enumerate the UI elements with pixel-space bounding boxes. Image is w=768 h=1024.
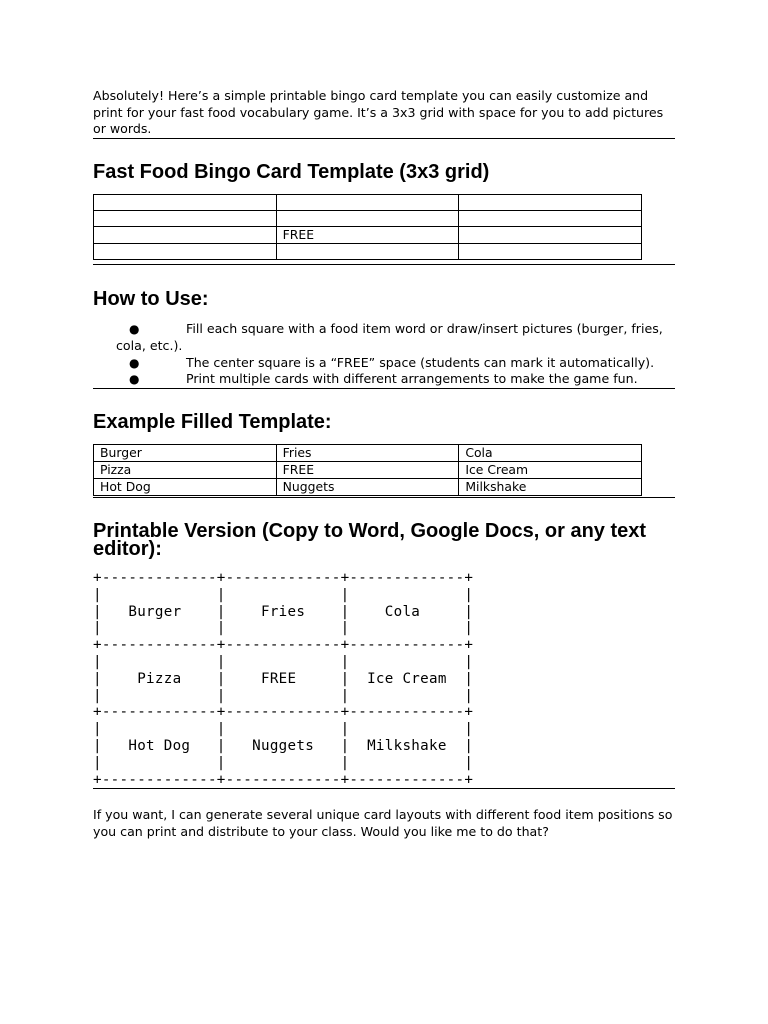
bullet-icon: ● — [129, 322, 140, 336]
divider — [93, 138, 675, 139]
table-cell — [459, 227, 642, 244]
table-cell — [94, 211, 277, 227]
list-item — [93, 371, 677, 388]
table-cell — [276, 195, 459, 211]
table-row — [94, 479, 642, 496]
list-item-text: The center square is a “FREE” space (students can mark it automatically). — [186, 354, 655, 370]
table-row — [94, 445, 642, 462]
table-cell — [276, 211, 459, 227]
table-cell — [94, 244, 277, 260]
list-item — [93, 321, 677, 355]
how-to-use-list — [93, 321, 677, 388]
table-cell — [94, 227, 277, 244]
list-item — [93, 355, 677, 372]
table-cell: FREE — [276, 227, 459, 244]
example-heading: Example Filled Template: — [93, 411, 332, 433]
divider — [93, 497, 675, 498]
table-cell: Ice Cream — [459, 462, 642, 479]
table-row — [94, 211, 642, 227]
divider — [93, 788, 675, 789]
example-bingo-table — [93, 444, 642, 496]
table-cell — [459, 244, 642, 260]
table-cell: FREE — [276, 462, 459, 479]
table-cell: Hot Dog — [94, 479, 277, 496]
table-cell — [459, 195, 642, 211]
list-item-text: Fill each square with a food item word or draw/insert pictures (burger, fries, cola, etc.). — [116, 321, 663, 353]
table-row — [94, 195, 642, 211]
table-cell: Pizza — [94, 462, 277, 479]
bullet-icon: ● — [129, 355, 140, 370]
intro-paragraph: Absolutely! Here’s a simple printable bingo card template you can easily customize and print for your fast food vocabulary game. It’s a 3x3 grid with space for you to add pictures or words. — [93, 88, 664, 137]
table-cell — [459, 211, 642, 227]
closing-paragraph: If you want, I can generate several unique card layouts with different food item positions so you can print and distribute to your class. Would you like me to do that? — [93, 807, 673, 839]
ascii-bingo-card: +-------------+-------------+-------------+ | | | | | Burger | Fries | Cola | | | | | +-------------+-------------+-------------+ | | | | | Pizza | FREE | Ice Cream | | | | | +-------------+-------------+-------------+ | | | | | Hot Dog | Nuggets | Milkshake | | | | | +-------------+-------------+-------------+ — [93, 570, 474, 788]
table-cell: Burger — [94, 445, 277, 462]
bullet-icon: ● — [129, 372, 140, 387]
table-cell: Milkshake — [459, 479, 642, 496]
table-cell — [276, 244, 459, 260]
printable-heading: Printable Version (Copy to Word, Google Docs, or any text editor): — [93, 520, 647, 560]
list-item-text: Print multiple cards with different arrangements to make the game fun. — [186, 371, 638, 387]
table-row — [94, 244, 642, 260]
table-row — [94, 462, 642, 479]
blank-bingo-table — [93, 194, 642, 260]
divider — [93, 388, 675, 389]
how-to-use-heading: How to Use: — [93, 288, 209, 310]
table-cell: Fries — [276, 445, 459, 462]
table-cell: Cola — [459, 445, 642, 462]
table-row — [94, 227, 642, 244]
table-cell — [94, 195, 277, 211]
table-cell: Nuggets — [276, 479, 459, 496]
divider — [93, 264, 675, 265]
template-heading: Fast Food Bingo Card Template (3x3 grid) — [93, 161, 490, 183]
